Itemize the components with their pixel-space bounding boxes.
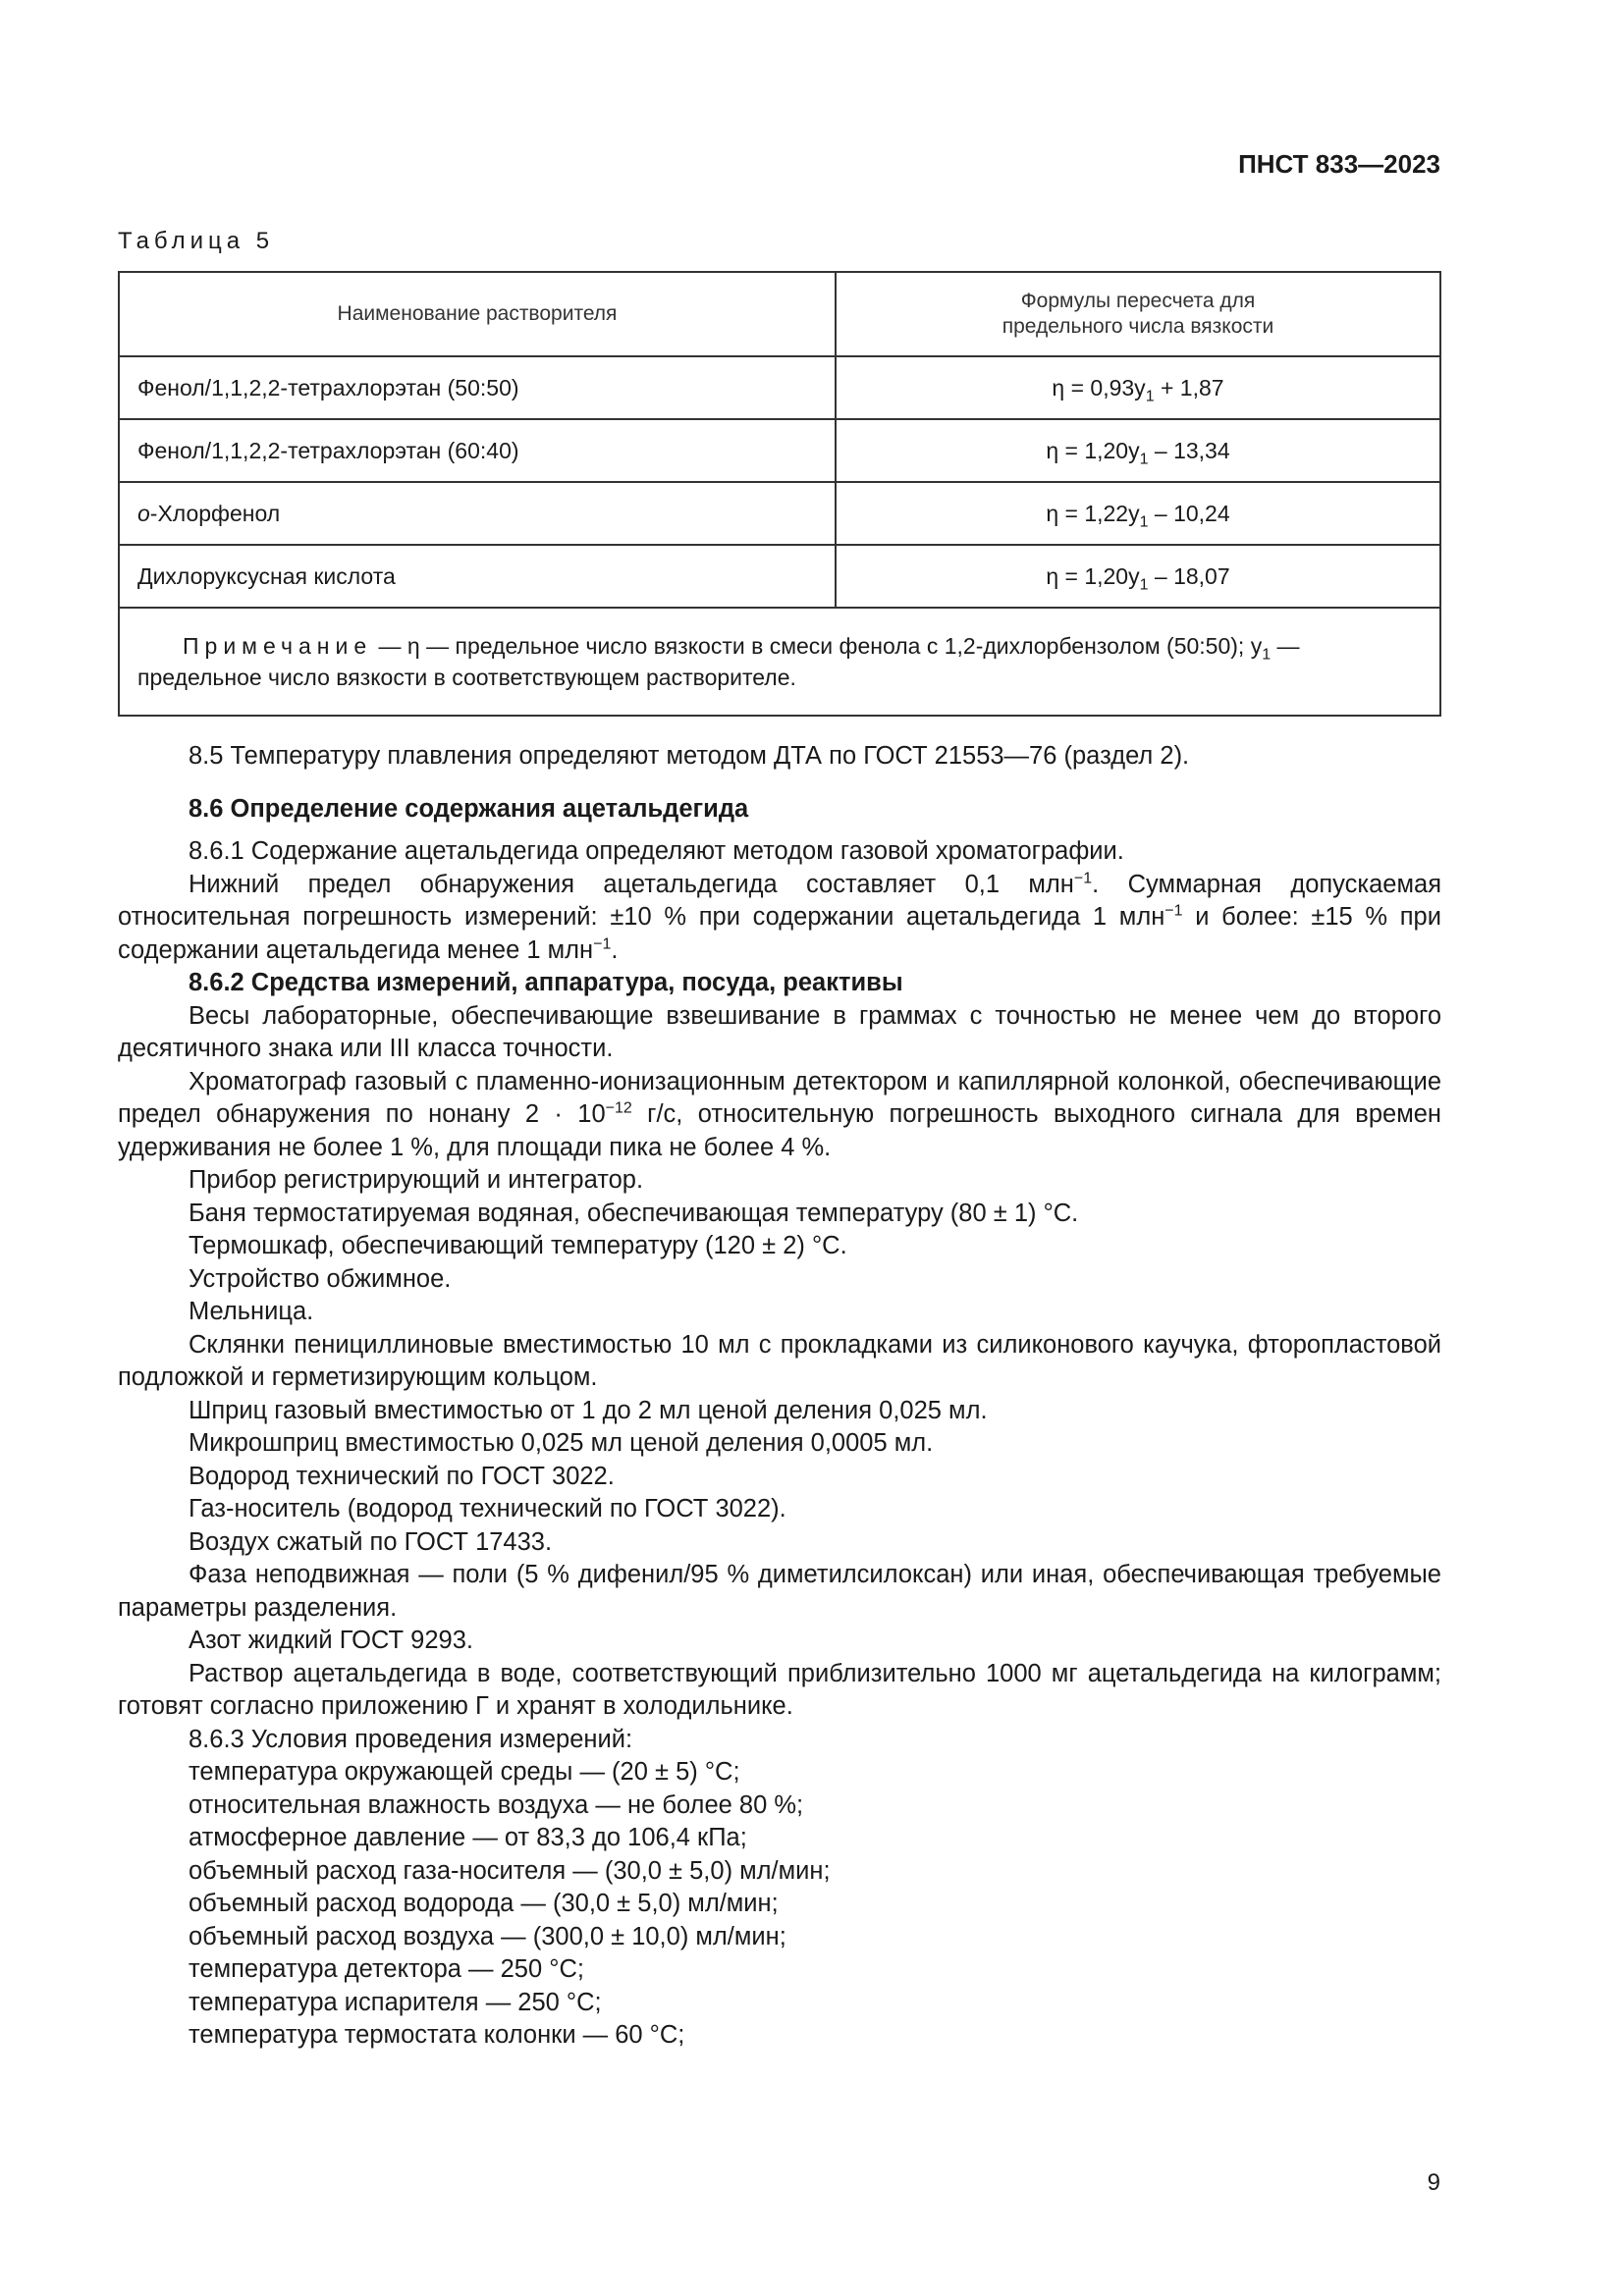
note-label: Примечание <box>183 633 373 659</box>
body-text <box>118 740 1441 2053</box>
solvent-cell: Фенол/1,1,2,2-тетрахлорэтан (50:50) <box>119 356 836 419</box>
table-row <box>119 482 1440 545</box>
column-header-solvent: Наименование растворителя <box>119 272 836 356</box>
table-header-row <box>119 272 1440 356</box>
equipment-item: Газ-носитель (водород технический по ГОСТ 3022). <box>189 1495 786 1522</box>
condition-item: относительная влажность воздуха — не более 80 %; <box>189 1790 804 1819</box>
formula-cell: $\eta = 1,22y_1 - 10,24$ <box>836 482 1440 545</box>
equipment-item: Термошкаф, обеспечивающий температуру (120 ± 2) °С. <box>189 1232 847 1259</box>
table-row <box>119 419 1440 482</box>
condition-item: температура термостата колонки — 60 °С; <box>189 2021 685 2049</box>
equipment-item: Шприц газовый вместимостью от 1 до 2 мл ценой деления 0,025 мл. <box>189 1396 988 1424</box>
section-heading-8-6: 8.6 Определение содержания ацетальдегида <box>189 794 749 823</box>
equipment-item: Водород технический по ГОСТ 3022. <box>189 1462 615 1490</box>
page-number: 9 <box>1427 2169 1440 2196</box>
formula-cell: $\eta = 1,20y_1 - 18,07$ <box>836 545 1440 608</box>
solvent-cell: о-Хлорфенол <box>119 482 836 545</box>
paragraph-8-6-3: 8.6.3 Условия проведения измерений: <box>189 1725 633 1753</box>
equipment-item: Фаза неподвижная — поли (5 % дифенил/95 % диметилсилоксан) или иная, обеспечивающая требуемые параметры разделения. <box>118 1561 1441 1622</box>
table-row <box>119 356 1440 419</box>
table-5 <box>118 271 1441 717</box>
condition-item: объемный расход водорода — (30,0 ± 5,0) мл/мин; <box>189 1890 779 1917</box>
paragraph-8-5: 8.5 Температуру плавления определяют методом ДТА по ГОСТ 21553—76 (раздел 2). <box>189 742 1190 770</box>
equipment-item: Мельница. <box>189 1298 314 1325</box>
table-caption: Таблица 5 <box>118 228 275 254</box>
condition-item: температура окружающей среды — (20 ± 5) °С; <box>189 1758 740 1786</box>
condition-item: объемный расход воздуха — (300,0 ± 10,0) мл/мин; <box>189 1922 786 1950</box>
equipment-item: Микрошприц вместимостью 0,025 мл ценой деления 0,0005 мл. <box>189 1429 934 1457</box>
equipment-item: Раствор ацетальдегида в воде, соответствующий приблизительно 1000 мг ацетальдегида на килограмм; готовят согласно приложению Г и хранят в холодильнике. <box>118 1659 1441 1720</box>
condition-item: объемный расход газа-носителя — (30,0 ± 5,0) мл/мин; <box>189 1856 831 1885</box>
equipment-item: Воздух сжатый по ГОСТ 17433. <box>189 1527 553 1556</box>
solvent-cell: Дихлоруксусная кислота <box>119 545 836 608</box>
equipment-item: Склянки пенициллиновые вместимостью 10 мл с прокладками из силиконового каучука, фторопластовой подложкой и герметизирующим кольцом. <box>118 1330 1441 1391</box>
document-code: ПНСТ 833—2023 <box>1238 149 1440 179</box>
solvent-cell: Фенол/1,1,2,2-тетрахлорэтан (60:40) <box>119 419 836 482</box>
equipment-item: Устройство обжимное. <box>189 1264 452 1293</box>
equipment-item: Баня термостатируемая водяная, обеспечивающая температуру (80 ± 1) °С. <box>189 1199 1079 1227</box>
paragraph-detection-limit: Нижний предел обнаружения ацетальдегида составляет 0,1 млн$^{-1}$. Суммарная допускаемая относительная погрешность измерений: ±10 % при содержании ацетальдегида 1 млн$^{-1}$ и более: ±15 % при содержании ацетальдегида менее 1 млн$^{-1}$. <box>118 870 1442 964</box>
formula-cell: $\eta = 0,93y_1 + 1,87$ <box>836 356 1440 419</box>
equipment-item: Азот жидкий ГОСТ 9293. <box>189 1627 473 1654</box>
formula-cell: $\eta = 1,20y_1 - 13,34$ <box>836 419 1440 482</box>
condition-item: атмосферное давление — от 83,3 до 106,4 кПа; <box>189 1824 747 1851</box>
condition-item: температура детектора — 250 °С; <box>189 1955 584 1983</box>
paragraph-chromatograph: Хроматограф газовый с пламенно-ионизационным детектором и капиллярной колонкой, обеспечивающие предел обнаружения по нонану $2 \cdot 10^{-12}$ г/с, относительную погрешность выходного сигнала для времен удерживания не более 1 %, для площади пика не более 4 %. <box>118 1067 1441 1161</box>
table-note-row <box>119 608 1440 716</box>
paragraph-8-6-1: 8.6.1 Содержание ацетальдегида определяют методом газовой хроматографии. <box>189 837 1124 865</box>
column-header-formula: Формулы пересчета для предельного числа вязкости <box>836 272 1440 356</box>
equipment-item: Прибор регистрирующий и интегратор. <box>189 1166 644 1194</box>
paragraph-scales: Весы лабораторные, обеспечивающие взвешивание в граммах с точностью не менее чем до второго десятичного знака или III класса точности. <box>118 1001 1441 1062</box>
table-row <box>119 545 1440 608</box>
subsection-heading-8-6-2: 8.6.2 Средства измерений, аппаратура, посуда, реактивы <box>189 969 903 996</box>
table-note: Примечание — η — предельное число вязкости в смеси фенола с 1,2-дихлорбензолом (50:50); $y_1$ — предельное число вязкости в соответствующем растворителе. <box>119 608 1440 716</box>
condition-item: температура испарителя — 250 °С; <box>189 1988 602 2016</box>
